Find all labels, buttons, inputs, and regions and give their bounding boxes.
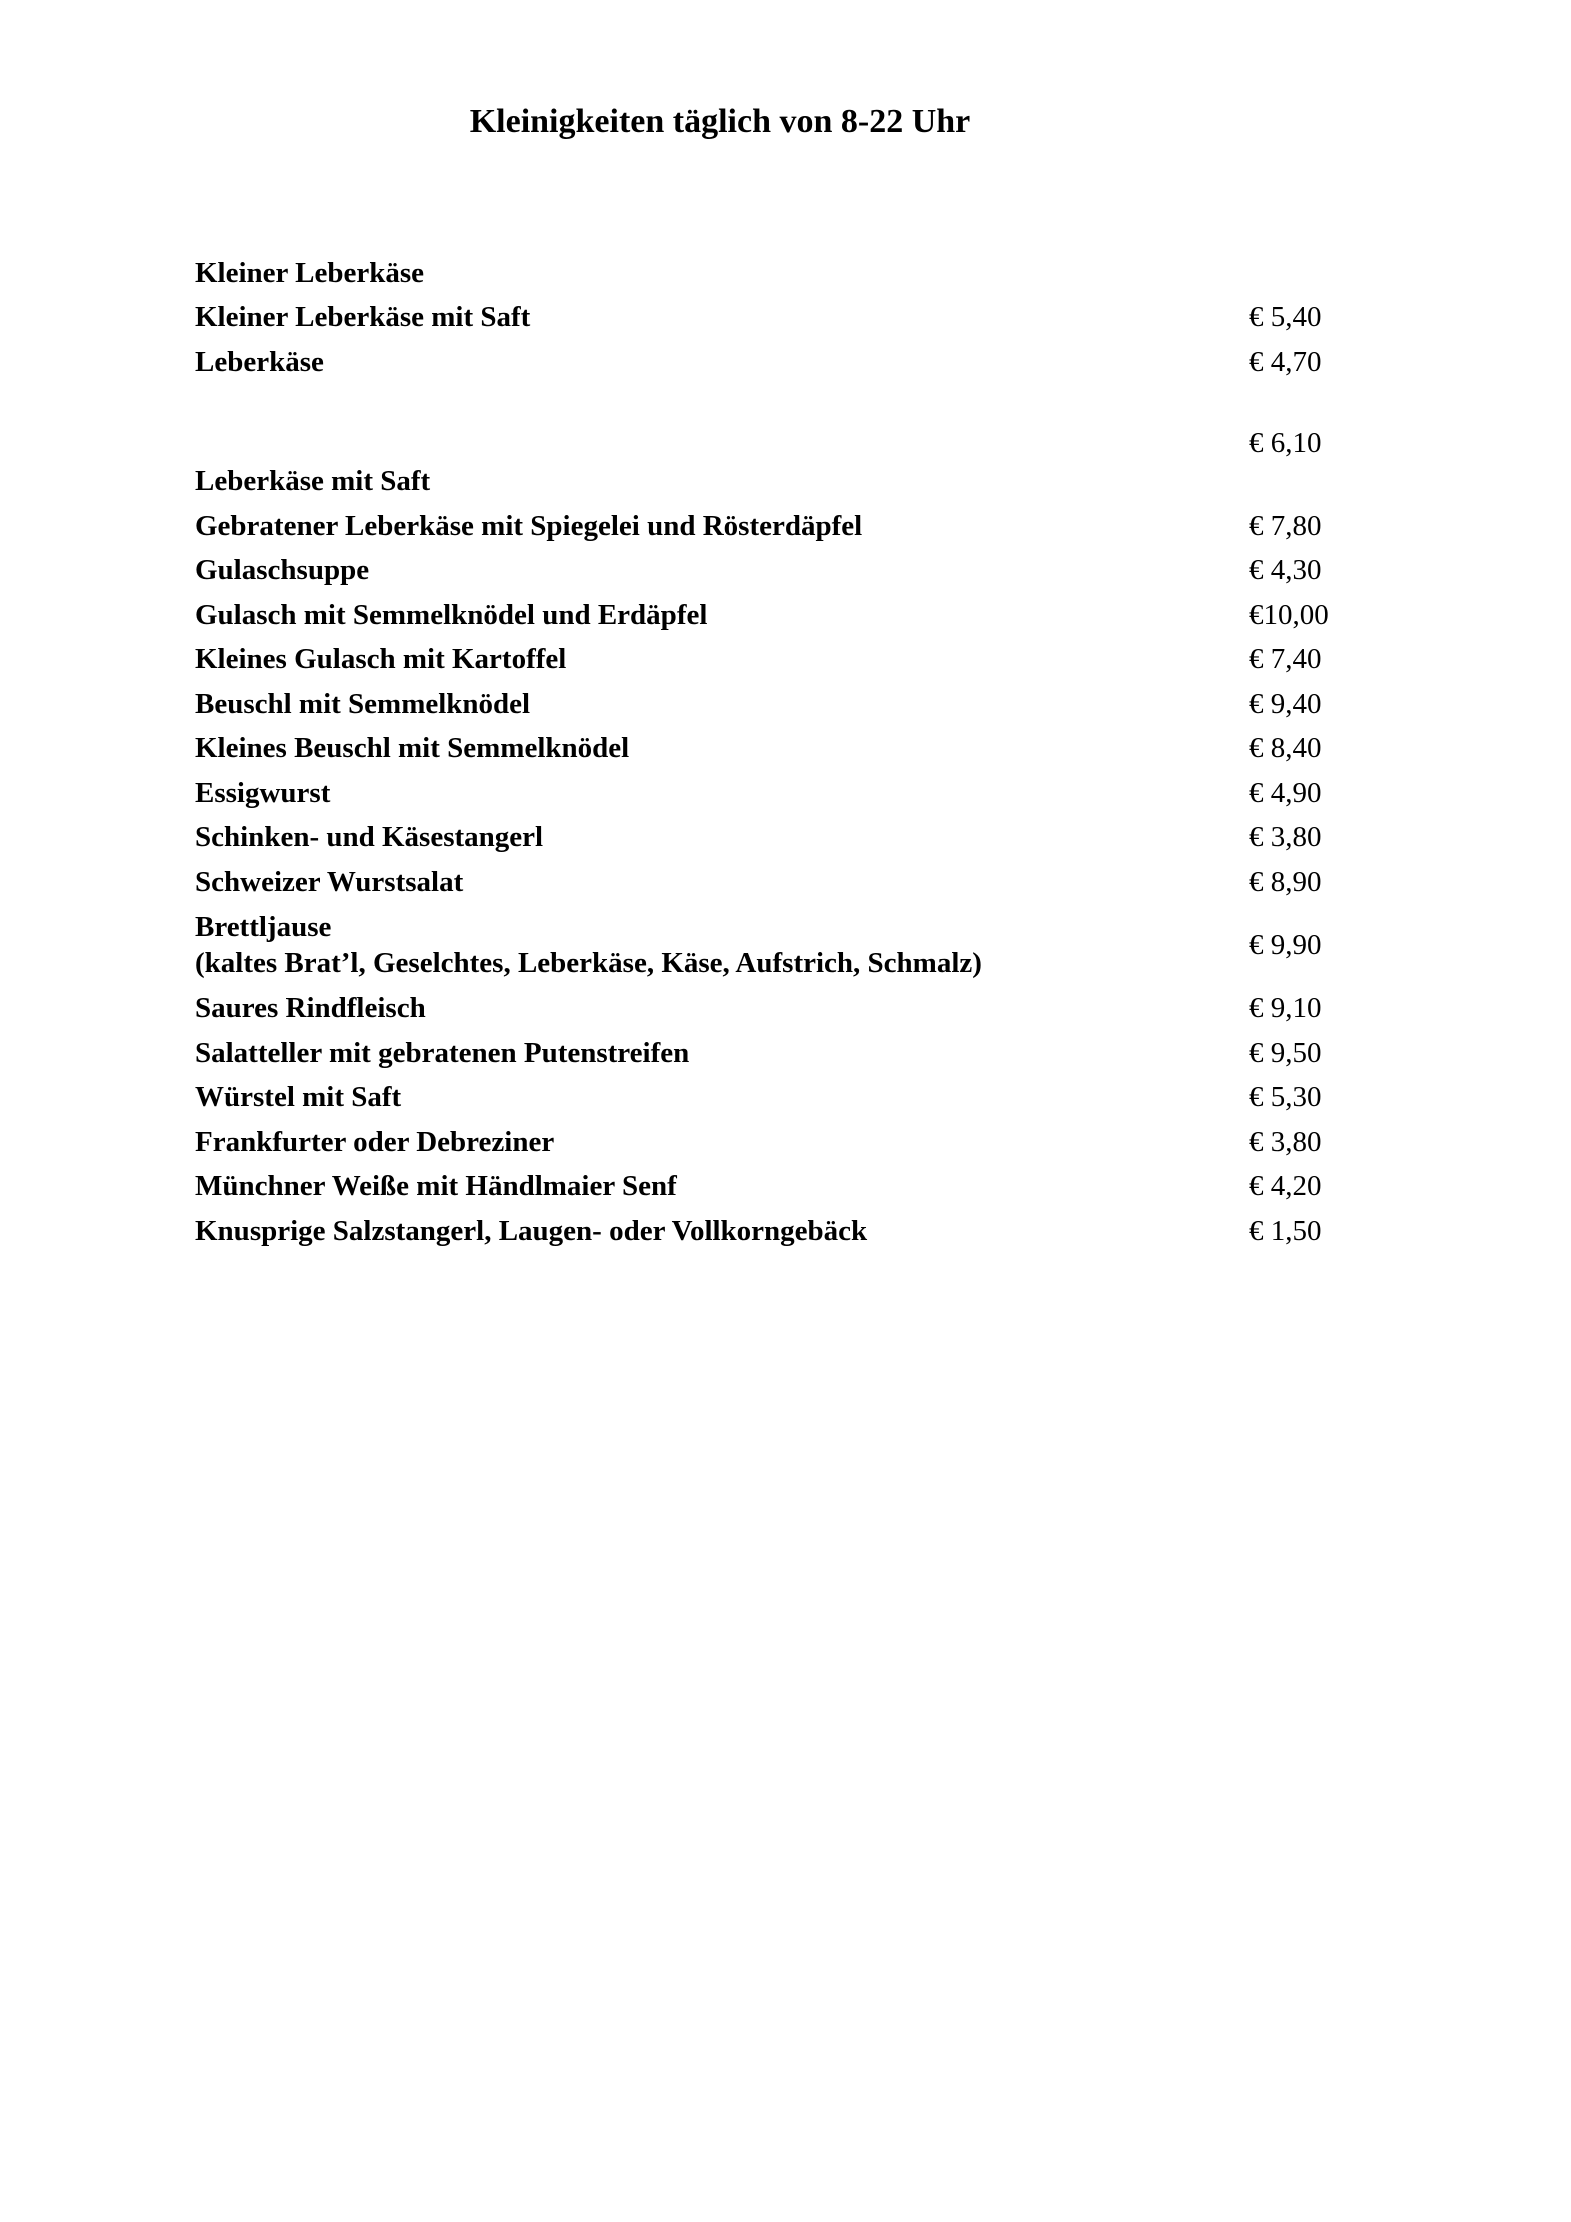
item-name: Leberkäse <box>195 346 324 378</box>
item-price: € 9,90 <box>1249 929 1322 961</box>
item-name: Münchner Weiße mit Händlmaier Senf <box>195 1170 677 1202</box>
item-price: € 8,40 <box>1249 732 1322 764</box>
item-price: € 3,80 <box>1249 821 1322 853</box>
item-price: € 1,50 <box>1249 1215 1322 1247</box>
item-name: Schinken- und Käsestangerl <box>195 821 544 853</box>
item-name: Saures Rindfleisch <box>195 992 426 1024</box>
item-name: Frankfurter oder Debreziner <box>195 1126 555 1158</box>
item-name: Leberkäse mit Saft <box>195 465 431 497</box>
item-price: € 4,20 <box>1249 1170 1322 1202</box>
item-price: € 9,40 <box>1249 688 1322 720</box>
item-name: Gebratener Leberkäse mit Spiegelei und Rösterdäpfel <box>195 510 863 542</box>
item-price: € 5,30 <box>1249 1081 1322 1113</box>
item-price: € 7,40 <box>1249 643 1322 675</box>
item-price: €10,00 <box>1249 599 1329 631</box>
item-name: Kleiner Leberkäse <box>195 257 425 289</box>
item-name: Kleines Beuschl mit Semmelknödel <box>195 732 630 764</box>
item-name: Beuschl mit Semmelknödel <box>195 688 531 720</box>
item-name: (kaltes Brat’l, Geselchtes, Leberkäse, Käse, Aufstrich, Schmalz) <box>195 947 982 979</box>
item-price: € 4,90 <box>1249 777 1322 809</box>
item-price: € 8,90 <box>1249 866 1322 898</box>
item-name: Salatteller mit gebratenen Putenstreifen <box>195 1037 690 1069</box>
item-price: € 3,80 <box>1249 1126 1322 1158</box>
item-price: € 5,40 <box>1249 301 1322 333</box>
item-name: Brettljause <box>195 911 332 943</box>
item-name: Kleines Gulasch mit Kartoffel <box>195 643 567 675</box>
item-price: € 4,70 <box>1249 346 1322 378</box>
item-name: Gulasch mit Semmelknödel und Erdäpfel <box>195 599 708 631</box>
item-name: Schweizer Wurstsalat <box>195 866 464 898</box>
item-price: € 9,10 <box>1249 992 1322 1024</box>
item-name: Knusprige Salzstangerl, Laugen- oder Vollkorngebäck <box>195 1215 868 1247</box>
item-name: Kleiner Leberkäse mit Saft <box>195 301 531 333</box>
item-price: € 7,80 <box>1249 510 1322 542</box>
item-name: Essigwurst <box>195 777 331 809</box>
item-name: Würstel mit Saft <box>195 1081 402 1113</box>
item-name: Gulaschsuppe <box>195 554 370 586</box>
page-title: Kleinigkeiten täglich von 8-22 Uhr <box>469 103 971 140</box>
item-price: € 9,50 <box>1249 1037 1322 1069</box>
item-price: € 4,30 <box>1249 554 1322 586</box>
item-price: € 6,10 <box>1249 427 1322 459</box>
